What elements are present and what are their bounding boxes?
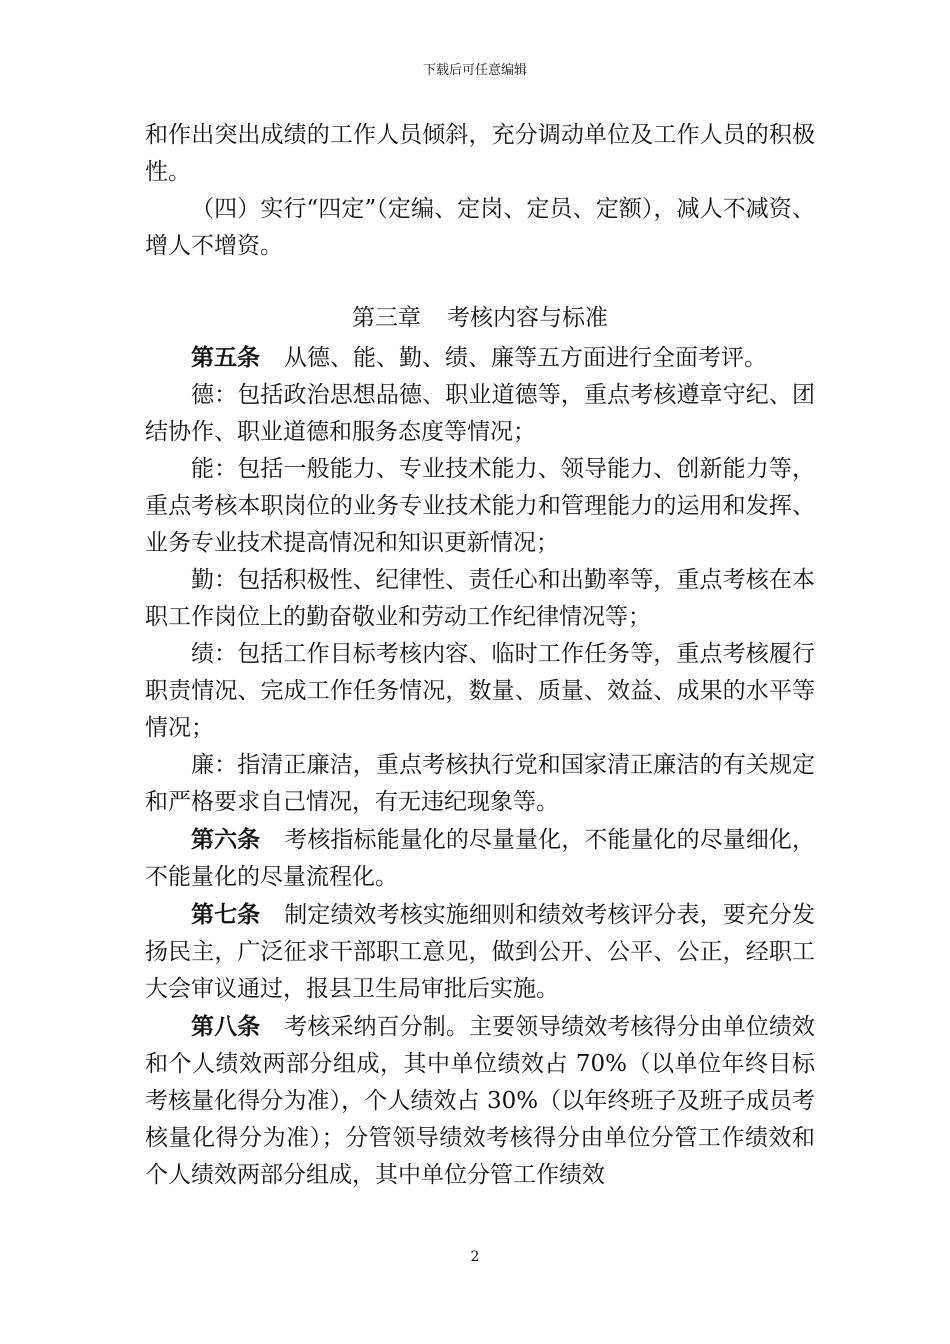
chapter-title: 考核内容与标准 [447,305,608,331]
article-7 [145,896,815,1008]
chapter-heading [145,300,815,337]
article-5-item-ji: 绩：包括工作目标考核内容、临时工作任务等，重点考核履行职责情况、完成工作任务情况，数量、质量、效益、成果的水平等情况； [145,641,815,741]
article-5 [145,339,815,377]
article-5-item-qin: 勤：包括积极性、纪律性、责任心和出勤率等，重点考核在本职工作岗位上的勤奋敬业和劳动工作纪律情况等； [145,567,815,630]
article-6-text: 考核指标能量化的尽量量化，不能量化的尽量细化，不能量化的尽量流程化。 [145,827,816,890]
article-5-label: 第五条 [191,344,260,371]
article-6-label: 第六条 [191,826,261,853]
article-5-item-neng: 能：包括一般能力、专业技术能力、领导能力、创新能力等，重点考核本职岗位的业务专业技术能力和管理能力的运用和发挥、业务专业技术提高情况和知识更新情况； [145,456,815,556]
article-7-text: 制定绩效考核实施细则和绩效考核评分表，要充分发扬民主，广泛征求干部职工意见，做到公开、公平、公正，经职工大会审议通过，报县卫生局审批后实施。 [145,902,816,1002]
article-5-item-lian: 廉：指清正廉洁，重点考核执行党和国家清正廉洁的有关规定和严格要求自己情况，有无违纪现象等。 [145,752,815,815]
article-7-label: 第七条 [191,901,261,928]
chapter-number: 第三章 [352,305,421,331]
paragraph-four-fixes: （四）实行“四定”（定编、定岗、定员、定额），减人不减资、增人不增资。 [145,196,815,259]
document-body [145,117,815,1194]
page-number: 2 [470,1249,480,1265]
article-8 [145,1008,815,1194]
article-8-label: 第八条 [191,1013,261,1040]
page-header: 下载后可任意编辑 [422,63,527,78]
article-8-text: 考核采纳百分制。主要领导绩效考核得分由单位绩效和个人绩效两部分组成，其中单位绩效占 70%（以单位年终目标考核量化得分为准），个人绩效占 30%（以年终班子及班子成员考核量化得分为准）；分管领导绩效考核得分由单位分管工作绩效和个人绩效两部分组成，其中单位分管工作绩效 [145,1014,816,1188]
article-5-item-de: 德：包括政治思想品德、职业道德等，重点考核遵章守纪、团结协作、职业道德和服务态度等情况； [145,382,815,445]
article-5-text: 从德、能、勤、绩、廉等五方面进行全面考评。 [284,345,767,371]
paragraph-continuation: 和作出突出成绩的工作人员倾斜，充分调动单位及工作人员的积极性。 [145,122,815,185]
article-6 [145,821,815,896]
